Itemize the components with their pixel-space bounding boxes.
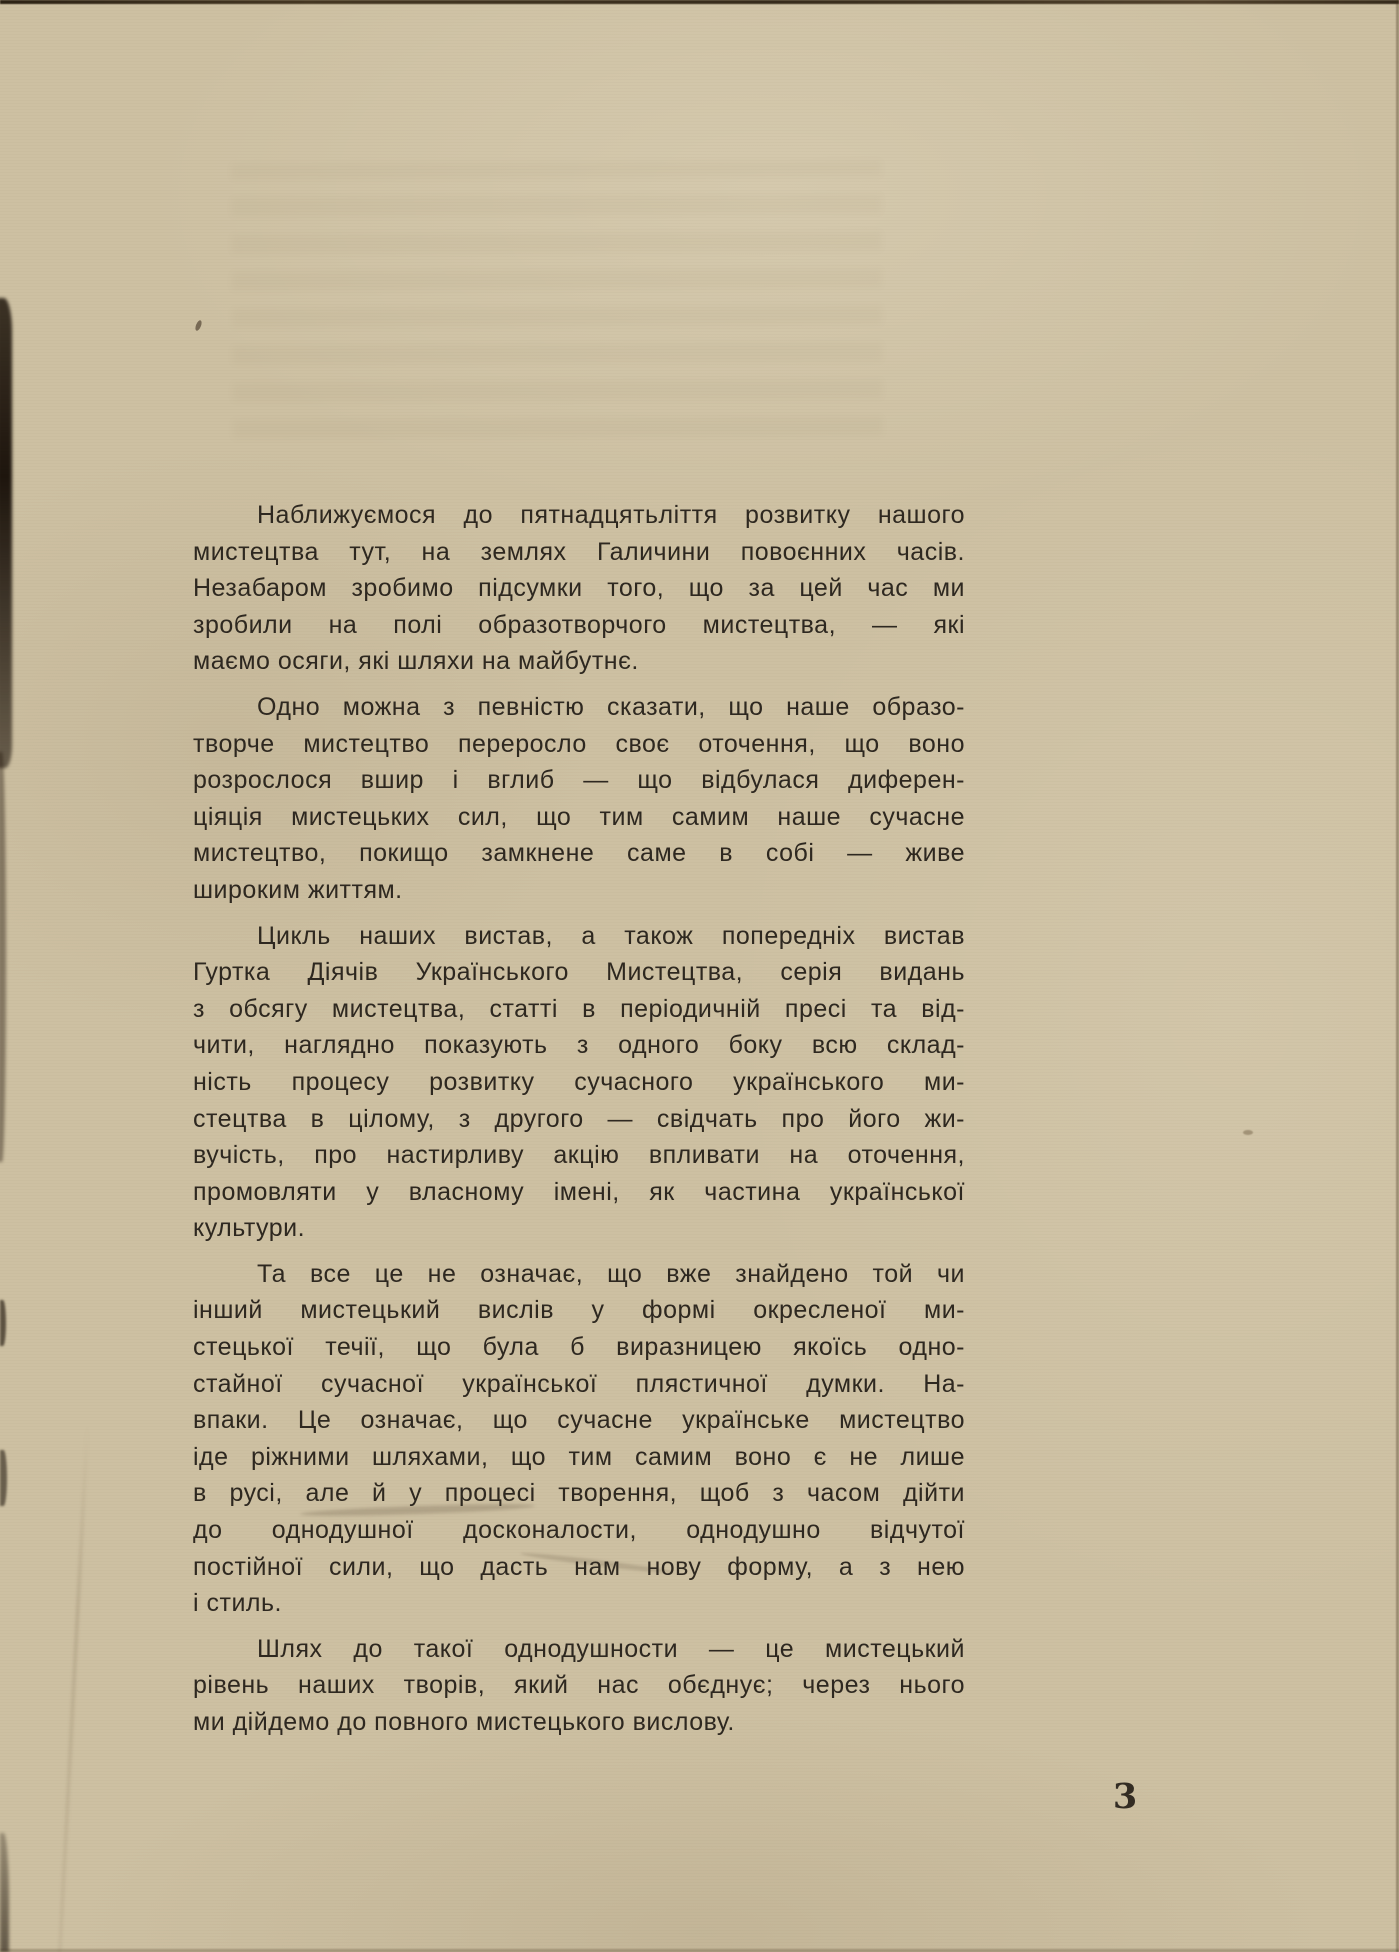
text-line: ми дійдемо до повного мистецького вислову. (193, 1708, 735, 1736)
text-line: розрослося вшир і вглиб — що відбулася диферен- (193, 766, 965, 795)
text-line: Незабаром зробимо підсумки того, що за цей час ми (193, 574, 965, 603)
gutter-shadow (0, 752, 6, 1162)
text-line: в русі, але й у процесі творення, щоб з часом дійти (193, 1479, 965, 1508)
paragraph (193, 1631, 965, 1741)
text-line: рівень наших творів, який нас обєднує; через нього (193, 1671, 965, 1700)
paper-speck (194, 319, 203, 331)
gutter-shadow (0, 1833, 9, 1952)
paragraph (193, 497, 965, 680)
text-line: і стиль. (193, 1589, 282, 1618)
text-line: Наближуємося до пятнадцятьліття розвитку нашого (257, 501, 965, 529)
text-line: вучість, про настирливу акцію впливати на оточення, (193, 1141, 965, 1170)
text-line: Та все це не означає, що вже знайдено той чи (257, 1259, 965, 1288)
text-line: іде ріжними шляхами, що тим самим воно є не лише (193, 1442, 965, 1471)
text-line: творче мистецтво переросло своє оточення, що воно (193, 729, 965, 758)
paragraph (193, 1256, 965, 1622)
text-line: Цикль наших вистав, а також попередніх вистав (257, 921, 965, 950)
text-line: широким життям. (193, 875, 403, 904)
gutter-shadow (0, 1450, 7, 1506)
text-line: культури. (193, 1214, 306, 1243)
text-line: мистецтво, покищо замкнене саме в собі — живе (193, 839, 965, 868)
text-line: інший мистецький вислів у формі окресленої ми- (193, 1296, 965, 1325)
text-line: Одно можна з певністю сказати, що наше образо- (257, 692, 965, 721)
paragraph (193, 918, 965, 1247)
text-line: Шлях до такої однодушности — це мистецький (257, 1634, 965, 1663)
ghost-text-showthrough (231, 160, 882, 438)
scan-top-edge (0, 0, 1399, 4)
text-line: мистецтва тут, на землях Галичини повоєнних часів. (193, 537, 965, 566)
text-line: зробили на полі образотворчого мистецтва, — які (193, 610, 965, 639)
text-line: чити, наглядно показують з одного боку всю склад- (193, 1031, 965, 1060)
page-text (193, 497, 965, 1741)
text-line: Гуртка Діячів Українського Мистецтва, серія видань (193, 958, 965, 987)
text-line: до однодушної досконалости, однодушно відчутої (193, 1516, 965, 1545)
text-line: стайної сучасної української плястичної думки. На- (193, 1369, 965, 1398)
text-line: стецької течії, що була б виразницею якоїсь одно- (193, 1333, 965, 1362)
page-number: 3 (1112, 1776, 1138, 1817)
crease-mark (58, 1425, 89, 1952)
text-line: маємо осяги, які шляхи на майбутнє. (193, 647, 639, 676)
gutter-shadow (0, 298, 12, 768)
paragraph (193, 689, 965, 909)
text-line: промовляти у власному імені, як частина української (193, 1177, 965, 1206)
text-line: впаки. Це означає, що сучасне українське мистецтво (193, 1406, 965, 1435)
text-line: постійної сили, що дасть нам нову форму, а з нею (193, 1552, 965, 1581)
text-line: ність процесу розвитку сучасного українського ми- (193, 1067, 965, 1096)
text-line: ціяція мистецьких сил, що тим самим наше сучасне (193, 802, 965, 831)
paper-speck (1243, 1130, 1253, 1135)
gutter-shadow (0, 1300, 6, 1346)
text-line: стецтва в цілому, з другого — свідчать про його жи- (193, 1104, 965, 1133)
text-line: з обсягу мистецтва, статті в періодичній пресі та від- (193, 994, 965, 1023)
